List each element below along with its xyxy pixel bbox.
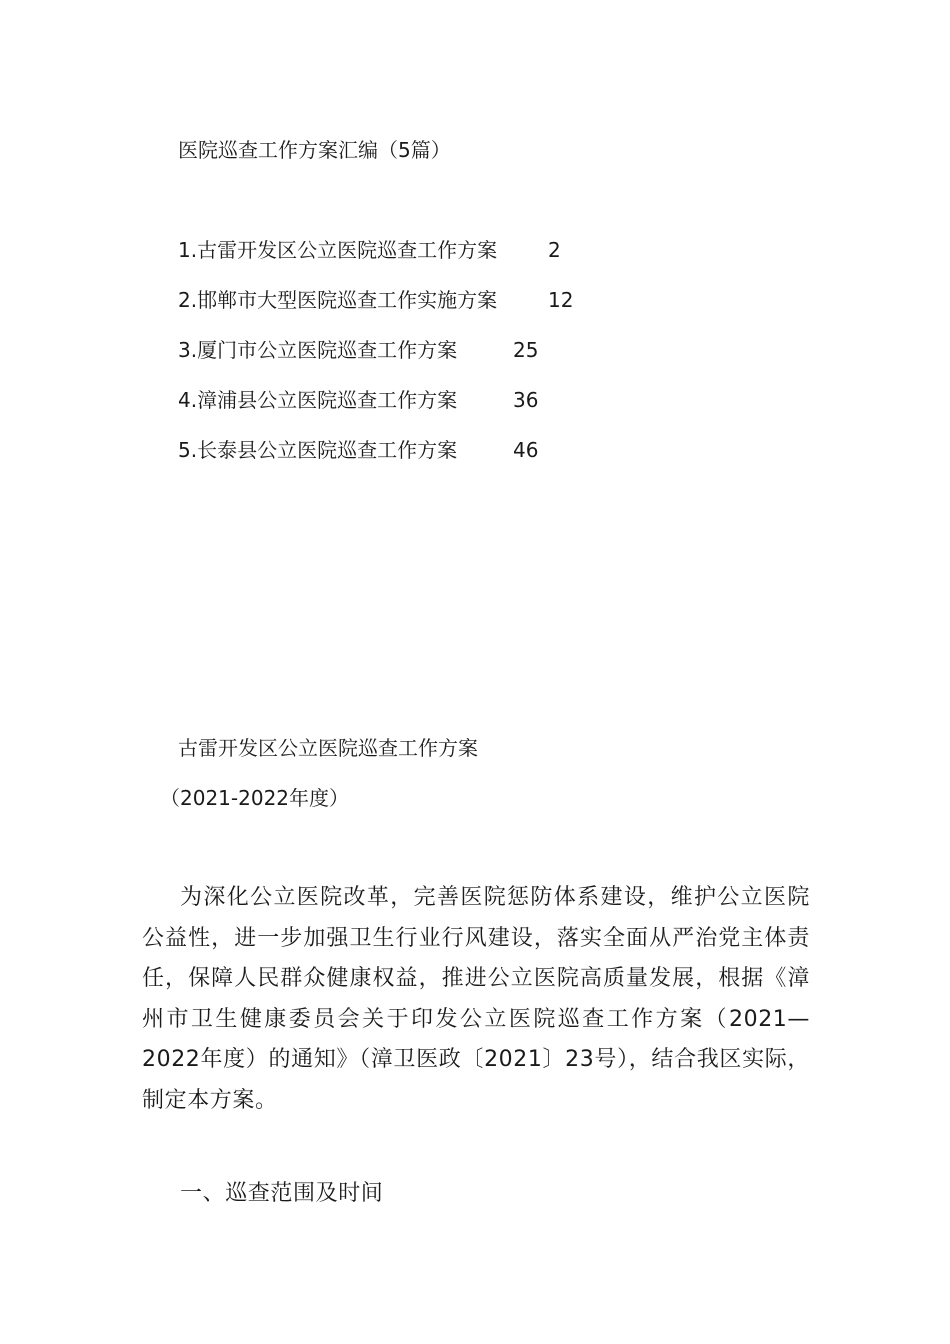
toc-item-page: 46 xyxy=(513,438,539,462)
table-of-contents xyxy=(178,234,698,484)
toc-item[interactable] xyxy=(178,434,698,484)
toc-item-page: 2 xyxy=(548,238,561,262)
section-heading: 一、巡查范围及时间 xyxy=(180,1181,384,1206)
toc-item-title: 3.厦门市公立医院巡查工作方案 xyxy=(178,338,458,362)
toc-item-title: 2.邯郸市大型医院巡查工作实施方案 xyxy=(178,288,498,312)
section-title: 古雷开发区公立医院巡查工作方案 xyxy=(178,736,478,760)
toc-item-page: 25 xyxy=(513,338,539,362)
document-title: 医院巡查工作方案汇编（5篇） xyxy=(178,138,451,162)
toc-item-page: 36 xyxy=(513,388,539,412)
toc-item[interactable] xyxy=(178,234,698,284)
toc-item-title: 1.古雷开发区公立医院巡查工作方案 xyxy=(178,238,498,262)
toc-item-title: 4.漳浦县公立医院巡查工作方案 xyxy=(178,388,458,412)
toc-item[interactable] xyxy=(178,334,698,384)
section-subtitle: （2021-2022年度） xyxy=(160,786,350,810)
toc-item[interactable] xyxy=(178,384,698,434)
toc-item-title: 5.长泰县公立医院巡查工作方案 xyxy=(178,438,458,462)
toc-item-page: 12 xyxy=(548,288,574,312)
body-paragraph: 为深化公立医院改革，完善医院惩防体系建设，维护公立医院公益性，进一步加强卫生行业行风建设，落实全面从严治党主体责任，保障人民群众健康权益，推进公立医院高质量发展，根据《漳州市卫生健康委员会关于印发公立医院巡查工作方案（2021—2022年度）的通知》（漳卫医政〔2021〕23号），结合我区实际，制定本方案。 xyxy=(142,885,810,1113)
toc-item[interactable] xyxy=(178,284,698,334)
